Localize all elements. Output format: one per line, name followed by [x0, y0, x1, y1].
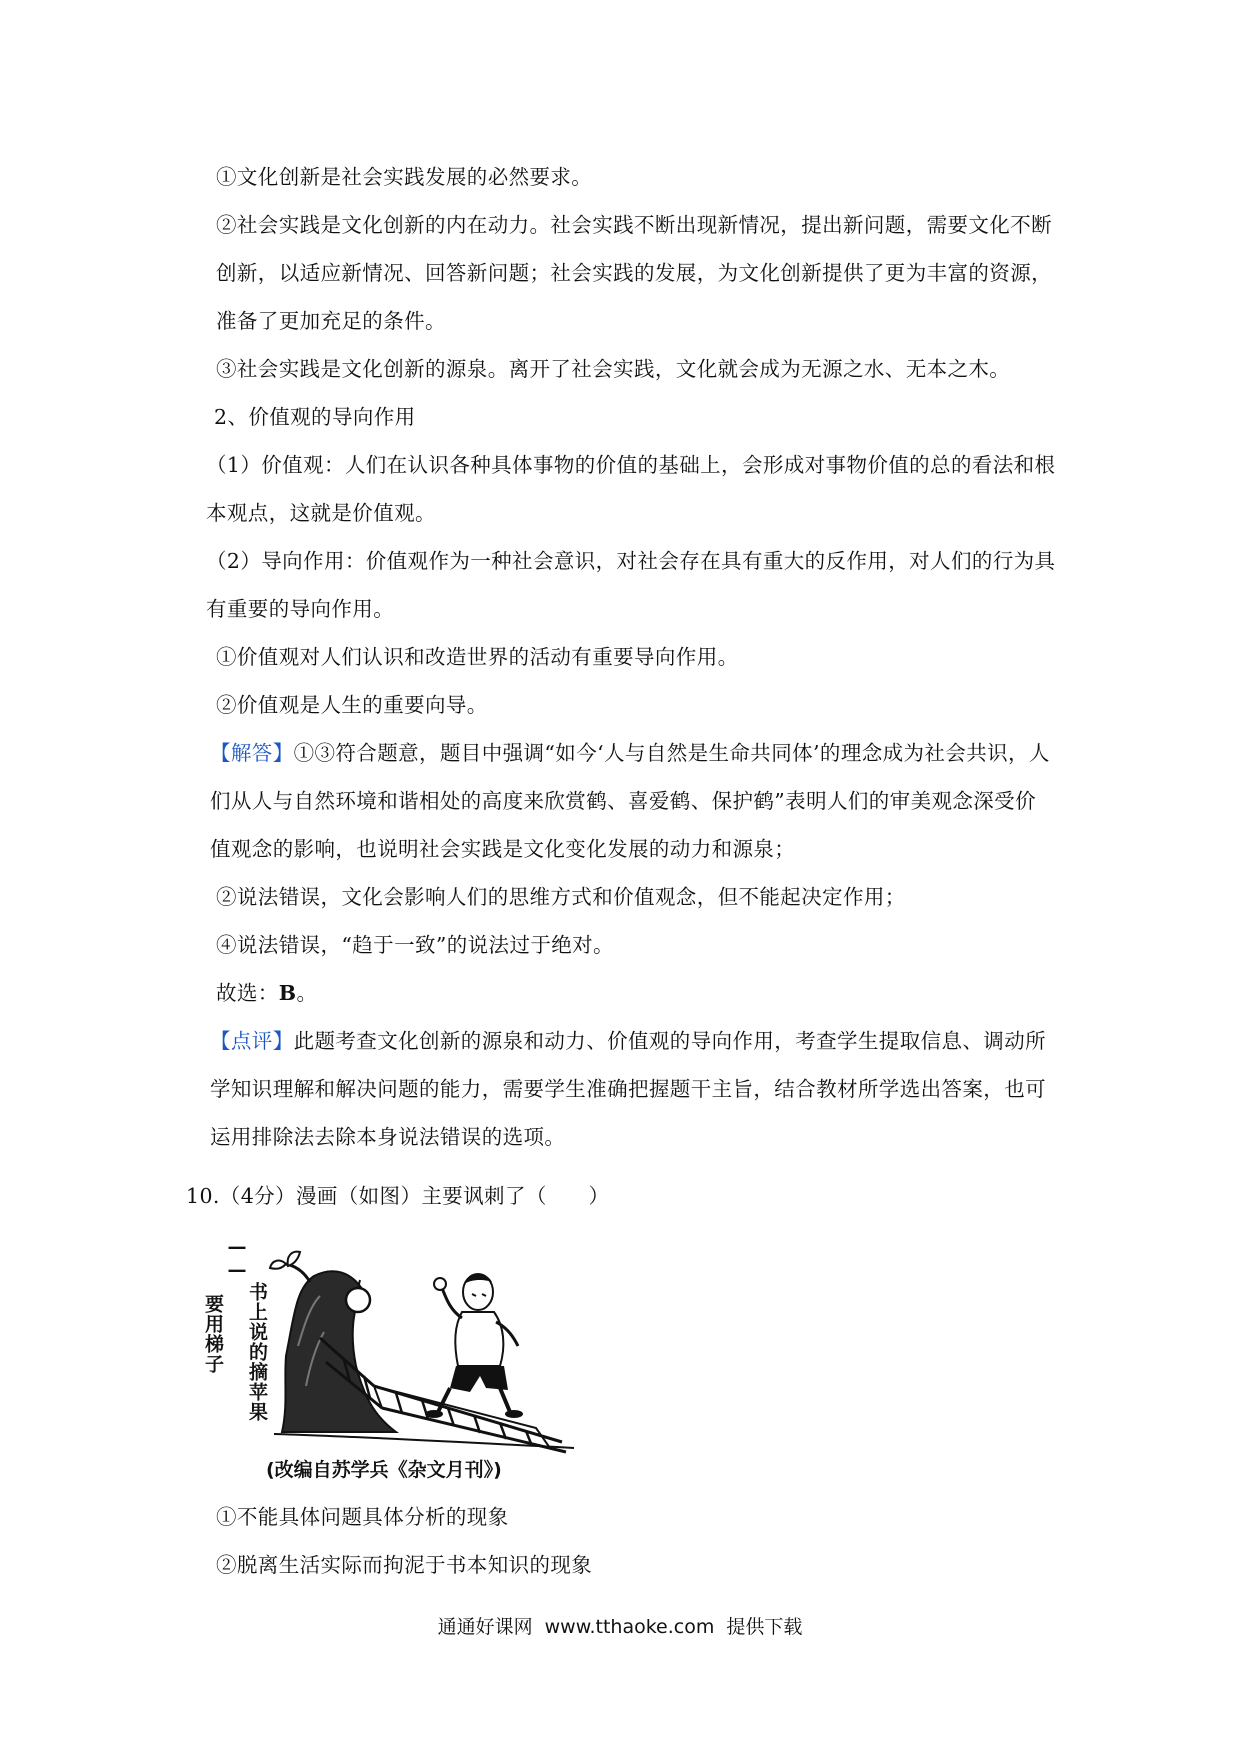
- comment-paragraph: [210, 1017, 1056, 1161]
- comment-text: 此题考查文化创新的源泉和动力、价值观的导向作用，考查学生提取信息、调动所学知识理解和解决问题的能力，需要学生准确把握题干主旨，结合教材所学选出答案，也可运用排除法去除本身说法错误的选项。: [210, 1029, 1047, 1149]
- paragraph-3: ③社会实践是文化创新的源泉。离开了社会实践，文化就会成为无源之水、无本之木。: [216, 357, 1011, 381]
- cartoon-figure: [202, 1236, 584, 1458]
- choice-prefix: 故选：: [216, 981, 279, 1005]
- page-footer: [0, 1612, 1240, 1639]
- paragraph-point-1: ①价值观对人们认识和改造世界的活动有重要导向作用。: [216, 645, 739, 669]
- cartoon-left-text: 要用梯子: [202, 1294, 224, 1374]
- footer-suffix: 提供下载: [726, 1616, 803, 1638]
- paragraph-guiding-role: （2）导向作用：价值观作为一种社会意识，对社会存在具有重大的反作用，对人们的行为具有重要的导向作用。: [206, 549, 1056, 621]
- cartoon-caption: (改编自苏学兵《杂文月刊》): [266, 1459, 502, 1481]
- answer-line-2: ②说法错误，文化会影响人们的思维方式和价值观念，但不能起决定作用；: [216, 885, 906, 909]
- cartoon-right-text: 书上说的摘苹果: [246, 1282, 268, 1422]
- question-options: [216, 1493, 1056, 1589]
- answer-paragraph: [210, 729, 1056, 873]
- answer-choice: [216, 969, 1056, 1017]
- comment-tag: 【点评】: [210, 1029, 294, 1053]
- answer-line-3: ④说法错误，“趋于一致”的说法过于绝对。: [216, 933, 614, 957]
- paragraph-2: ②社会实践是文化创新的内在动力。社会实践不断出现新情况，提出新问题，需要文化不断创新，以适应新情况、回答新问题；社会实践的发展，为文化创新提供了更为丰富的资源，准备了更加充足的条件。: [216, 213, 1052, 333]
- option-1: ①不能具体问题具体分析的现象: [216, 1505, 509, 1529]
- footer-url[interactable]: www.tthaoke.com: [544, 1616, 715, 1638]
- paragraph-1: ①文化创新是社会实践发展的必然要求。: [216, 165, 593, 189]
- cartoon-illustration: [224, 1236, 584, 1458]
- cartoon-dash: ——: [226, 1236, 248, 1282]
- choice-letter: B: [278, 981, 297, 1005]
- paragraph-values-definition: （1）价值观：人们在认识各种具体事物的价值的基础上，会形成对事物价值的总的看法和根本观点，这就是价值观。: [206, 453, 1056, 525]
- option-2: ②脱离生活实际而拘泥于书本知识的现象: [216, 1553, 593, 1577]
- explanation-block: [206, 153, 1056, 1161]
- choice-suffix: 。: [296, 981, 318, 1005]
- answer-text: ①③符合题意，题目中强调“如今‘人与自然是生命共同体’的理念成为社会共识，人们从人与自然环境和谐相处的高度来欣赏鹤、喜爱鹤、保护鹤”表明人们的审美观念深受价值观念的影响，也说明社会实践是文化变化发展的动力和源泉；: [210, 741, 1050, 861]
- section-heading: 2、价值观的导向作用: [214, 405, 416, 429]
- footer-site-name: 通通好课网: [437, 1616, 533, 1638]
- paragraph-point-2: ②价值观是人生的重要向导。: [216, 693, 488, 717]
- question-10: 10.（4分）漫画（如图）主要讽刺了（ ）: [186, 1184, 610, 1208]
- answer-tag: 【解答】: [210, 741, 294, 765]
